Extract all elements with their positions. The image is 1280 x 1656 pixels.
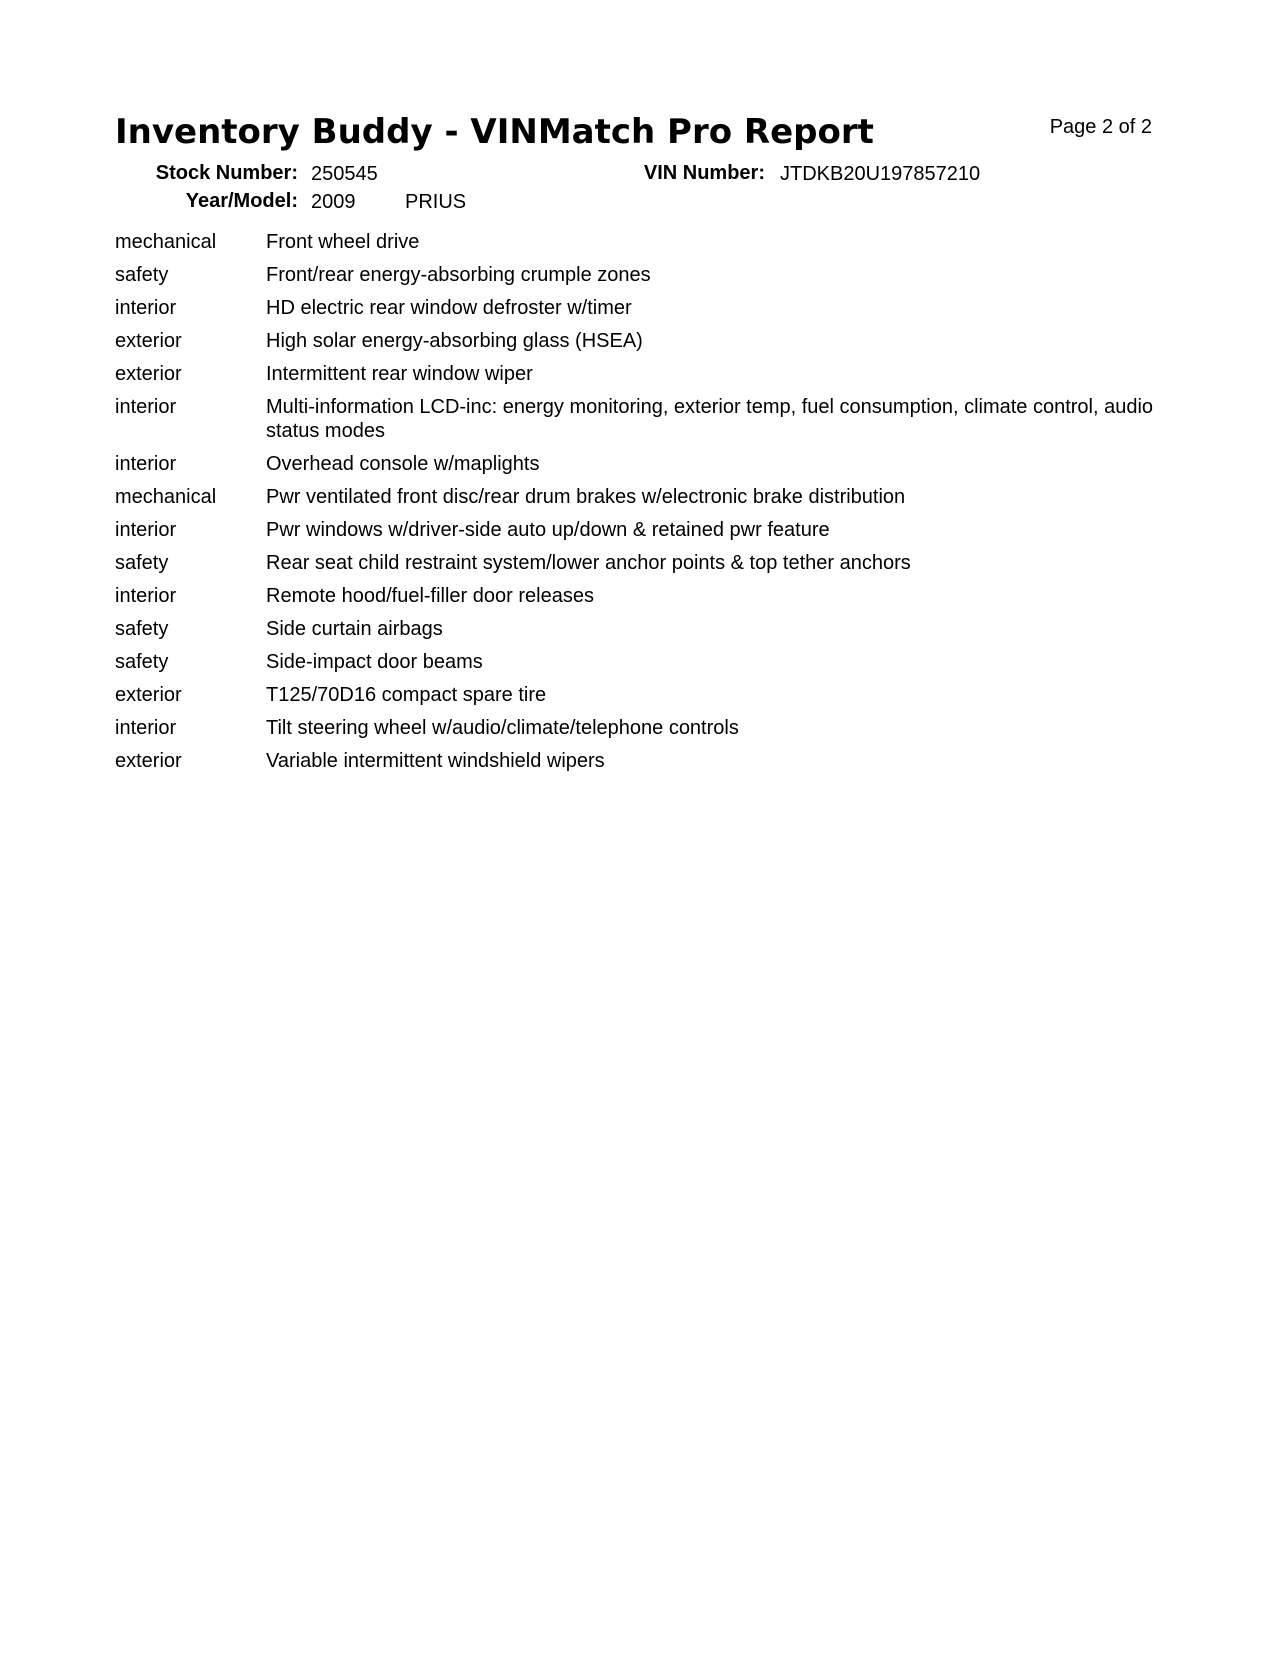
feature-row	[115, 518, 1175, 542]
feature-row	[115, 329, 1175, 353]
feature-row	[115, 362, 1175, 386]
feature-category: safety	[115, 618, 169, 640]
feature-description: Rear seat child restraint system/lower anchor points & top tether anchors	[266, 552, 911, 574]
feature-row	[115, 716, 1175, 740]
feature-description: Variable intermittent windshield wipers	[266, 750, 605, 772]
feature-row	[115, 452, 1175, 476]
feature-category: interior	[115, 585, 177, 607]
feature-row	[115, 296, 1175, 320]
feature-description: Tilt steering wheel w/audio/climate/telephone controls	[266, 717, 739, 739]
feature-row	[115, 683, 1175, 707]
feature-category: exterior	[115, 750, 182, 772]
feature-category: interior	[115, 717, 177, 739]
feature-category: interior	[115, 453, 177, 475]
feature-category: safety	[115, 552, 169, 574]
feature-category: mechanical	[115, 231, 217, 253]
feature-category: interior	[115, 396, 177, 418]
feature-description: T125/70D16 compact spare tire	[266, 684, 547, 706]
feature-description: Pwr ventilated front disc/rear drum brakes w/electronic brake distribution	[266, 486, 906, 508]
feature-row	[115, 584, 1175, 608]
feature-category: interior	[115, 519, 177, 541]
feature-category: mechanical	[115, 486, 217, 508]
feature-description: Front wheel drive	[266, 231, 420, 253]
feature-category: exterior	[115, 363, 182, 385]
feature-row	[115, 650, 1175, 674]
feature-category: exterior	[115, 330, 182, 352]
feature-description: High solar energy-absorbing glass (HSEA)	[266, 330, 643, 352]
features-list	[115, 230, 1175, 782]
model-value: PRIUS	[405, 191, 467, 213]
year-value: 2009	[311, 191, 356, 213]
feature-row	[115, 230, 1175, 254]
feature-category: safety	[115, 264, 169, 286]
feature-description: Intermittent rear window wiper	[266, 363, 533, 385]
feature-category: interior	[115, 297, 177, 319]
stock-number-value: 250545	[311, 163, 378, 185]
feature-description: Side-impact door beams	[266, 651, 483, 673]
feature-description: Side curtain airbags	[266, 618, 443, 640]
feature-category: safety	[115, 651, 169, 673]
feature-row	[115, 263, 1175, 287]
feature-description: Front/rear energy-absorbing crumple zones	[266, 264, 651, 286]
stock-number-label: Stock Number:	[155, 162, 298, 184]
feature-description: Multi-information LCD-inc: energy monitoring, exterior temp, fuel consumption, climate control, audio status modes	[266, 396, 1154, 442]
feature-row	[115, 617, 1175, 641]
feature-row	[115, 749, 1175, 773]
feature-category: exterior	[115, 684, 182, 706]
feature-row	[115, 551, 1175, 575]
vin-number-value: JTDKB20U197857210	[780, 163, 981, 185]
feature-description: Pwr windows w/driver-side auto up/down & retained pwr feature	[266, 519, 830, 541]
feature-description: Remote hood/fuel-filler door releases	[266, 585, 594, 607]
feature-description: HD electric rear window defroster w/timer	[266, 297, 632, 319]
vin-number-label: VIN Number:	[643, 162, 765, 184]
feature-description: Overhead console w/maplights	[266, 453, 540, 475]
feature-row	[115, 485, 1175, 509]
year-model-label: Year/Model:	[185, 190, 298, 212]
feature-row	[115, 395, 1175, 443]
page-number: Page 2 of 2	[1049, 116, 1152, 138]
report-title: Inventory Buddy - VINMatch Pro Report	[115, 112, 874, 152]
